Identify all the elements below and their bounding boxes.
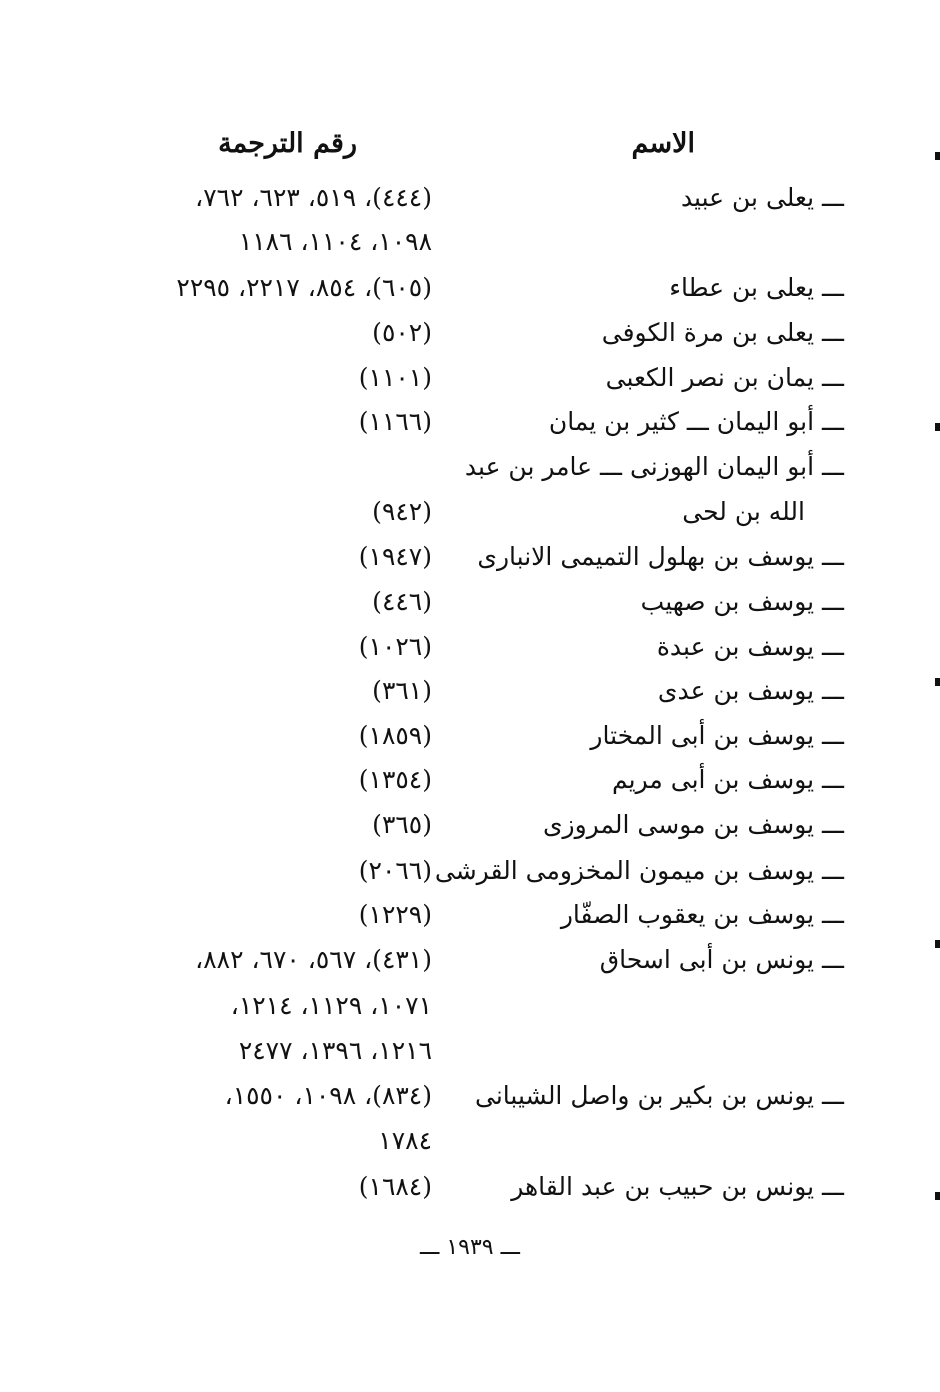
entry-name-continuation: الله بن لحى <box>682 497 805 526</box>
entry-name: ـــ يوسف بن عدى <box>657 676 844 705</box>
entry-name: ـــ يمان بن نصر الكعبى <box>605 363 844 392</box>
entry-name: ـــ يونس بن بكير بن واصل الشيبانى <box>475 1081 844 1110</box>
entry-name: ـــ أبو اليمان الهوزنى ـــ عامر بن عبد <box>464 452 844 481</box>
entry-numbers: (١٦٨٤) <box>358 1172 432 1201</box>
entry-name: ـــ يونس بن أبى اسحاق <box>599 945 844 974</box>
entry-numbers: (١١٠١) <box>358 363 432 392</box>
scan-edge-mark <box>935 940 940 948</box>
entry-numbers: (١٠٢٦) <box>358 632 432 661</box>
entry-name: ـــ يونس بن حبيب بن عبد القاهر <box>511 1172 844 1201</box>
entry-numbers: (٦٠٥)، ٨٥٤، ٢٢١٧، ٢٢٩٥ <box>176 273 432 302</box>
entry-numbers: (١٩٤٧) <box>358 542 432 571</box>
scan-edge-mark <box>935 152 940 160</box>
entry-numbers: (٣٦٥) <box>372 810 432 839</box>
scan-edge-mark <box>935 1192 940 1200</box>
entry-name: ـــ يوسف بن ميمون المخزومى القرشى <box>434 856 844 885</box>
entry-name: ـــ يوسف بن موسى المروزى <box>542 810 844 839</box>
entry-numbers: (١١٦٦) <box>358 407 432 436</box>
entry-numbers: (٤٤٦) <box>372 587 432 616</box>
entry-numbers: (١٨٥٩) <box>358 721 432 750</box>
entry-name: ـــ يوسف بن أبى مريم <box>612 765 844 794</box>
scan-edge-mark <box>935 678 940 686</box>
entry-numbers: ١٠٧١، ١١٢٩، ١٢١٤، <box>230 991 432 1020</box>
entry-name: ـــ يعلى بن عطاء <box>669 273 844 302</box>
entry-numbers: (٥٠٢) <box>372 318 432 347</box>
entry-numbers: (١٢٢٩) <box>358 900 432 929</box>
page-number: ـــ ١٩٣٩ ـــ <box>420 1235 520 1260</box>
entry-numbers: ١٠٩٨، ١١٠٤، ١١٨٦ <box>238 227 432 256</box>
entry-numbers: ١٢١٦، ١٣٩٦، ٢٤٧٧ <box>238 1036 432 1065</box>
entry-name: ـــ يوسف بن يعقوب الصفّار <box>560 900 844 929</box>
number-column-header: رقم الترجمة <box>218 128 357 159</box>
entry-name: ـــ يوسف بن بهلول التميمى الانبارى <box>477 542 844 571</box>
entry-numbers: (٤٣١)، ٥٦٧، ٦٧٠، ٨٨٢، <box>195 945 432 974</box>
entry-numbers: ١٧٨٤ <box>378 1126 432 1155</box>
entry-numbers: (١٣٥٤) <box>358 765 432 794</box>
entry-name: ـــ أبو اليمان ـــ كثير بن يمان <box>548 407 844 436</box>
name-column-header: الاسم <box>631 128 695 159</box>
entry-name: ـــ يوسف بن صهيب <box>640 587 844 616</box>
entry-name: ـــ يوسف بن عبدة <box>656 632 844 661</box>
entry-numbers: (٩٤٢) <box>372 497 432 526</box>
entry-numbers: (٢٠٦٦) <box>358 856 432 885</box>
entry-name: ـــ يعلى بن مرة الكوفى <box>601 318 844 347</box>
entry-numbers: (٤٤٤)، ٥١٩، ٦٢٣، ٧٦٢، <box>195 183 432 212</box>
entry-name: ـــ يعلى بن عبيد <box>680 183 844 212</box>
entry-numbers: (٨٣٤)، ١٠٩٨، ١٥٥٠، <box>224 1081 432 1110</box>
scan-edge-mark <box>935 423 940 431</box>
entry-numbers: (٣٦١) <box>372 676 432 705</box>
entry-name: ـــ يوسف بن أبى المختار <box>590 721 844 750</box>
